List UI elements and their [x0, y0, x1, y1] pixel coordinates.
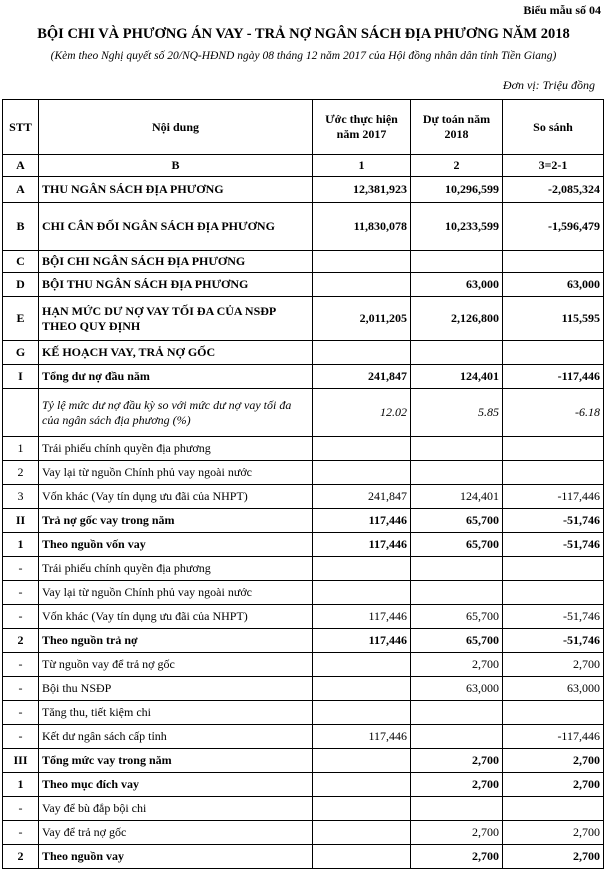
cell-comparison: [503, 797, 604, 821]
cell-stt: -: [3, 677, 39, 701]
cell-comparison: 2,700: [503, 653, 604, 677]
cell-estimate-2017: 12,381,923: [313, 177, 411, 203]
cell-comparison: -117,446: [503, 725, 604, 749]
table-row: [3, 365, 604, 389]
cell-budget-2018: 63,000: [411, 677, 503, 701]
cell-estimate-2017: 117,446: [313, 725, 411, 749]
cell-estimate-2017: 117,446: [313, 533, 411, 557]
cell-budget-2018: 2,126,800: [411, 297, 503, 341]
cell-content: Vay để bù đắp bội chi: [39, 797, 313, 821]
cell-content: Tăng thu, tiết kiệm chi: [39, 701, 313, 725]
header-estimate-2017: Ước thực hiện năm 2017: [313, 100, 411, 155]
cell-estimate-2017: [313, 677, 411, 701]
cell-stt: 2: [3, 461, 39, 485]
cell-estimate-2017: [313, 773, 411, 797]
cell-stt: I: [3, 365, 39, 389]
cell-estimate-2017: [313, 461, 411, 485]
cell-content: Theo mục đích vay: [39, 773, 313, 797]
cell-estimate-2017: 1: [313, 155, 411, 177]
cell-comparison: -51,746: [503, 629, 604, 653]
cell-comparison: [503, 251, 604, 273]
cell-comparison: 2,700: [503, 821, 604, 845]
cell-content: Vay để trả nợ gốc: [39, 821, 313, 845]
cell-estimate-2017: 241,847: [313, 485, 411, 509]
cell-content: B: [39, 155, 313, 177]
cell-budget-2018: 63,000: [411, 273, 503, 297]
cell-content: BỘI CHI NGÂN SÁCH ĐỊA PHƯƠNG: [39, 251, 313, 273]
cell-estimate-2017: [313, 797, 411, 821]
cell-content: Theo nguồn vay: [39, 845, 313, 869]
cell-budget-2018: 65,700: [411, 605, 503, 629]
cell-content: HẠN MỨC DƯ NỢ VAY TỐI ĐA CỦA NSĐP THEO QUY ĐỊNH: [39, 297, 313, 341]
cell-estimate-2017: 12.02: [313, 389, 411, 437]
table-row: [3, 821, 604, 845]
header-stt: STT: [3, 100, 39, 155]
cell-stt: [3, 389, 39, 437]
cell-estimate-2017: 11,830,078: [313, 203, 411, 251]
cell-stt: 2: [3, 845, 39, 869]
cell-comparison: -51,746: [503, 605, 604, 629]
cell-stt: 1: [3, 773, 39, 797]
cell-content: Trả nợ gốc vay trong năm: [39, 509, 313, 533]
cell-content: Vay lại từ nguồn Chính phủ vay ngoài nước: [39, 461, 313, 485]
table-row: [3, 203, 604, 251]
cell-budget-2018: 2,700: [411, 773, 503, 797]
table-row: [3, 485, 604, 509]
cell-budget-2018: 124,401: [411, 365, 503, 389]
cell-comparison: -51,746: [503, 533, 604, 557]
cell-content: Tỷ lệ mức dư nợ đầu kỳ so với mức dư nợ vay tối đa của ngân sách địa phương (%): [39, 389, 313, 437]
cell-estimate-2017: [313, 701, 411, 725]
table-row: [3, 629, 604, 653]
cell-stt: III: [3, 749, 39, 773]
cell-content: Trái phiếu chính quyền địa phương: [39, 437, 313, 461]
table-row: [3, 701, 604, 725]
cell-stt: E: [3, 297, 39, 341]
cell-stt: -: [3, 557, 39, 581]
header-comparison: So sánh: [503, 100, 604, 155]
table-row: [3, 341, 604, 365]
table-row: [3, 461, 604, 485]
cell-stt: 2: [3, 629, 39, 653]
cell-stt: -: [3, 797, 39, 821]
table-row: [3, 155, 604, 177]
cell-budget-2018: 2,700: [411, 653, 503, 677]
cell-budget-2018: 5.85: [411, 389, 503, 437]
cell-estimate-2017: 241,847: [313, 365, 411, 389]
cell-comparison: -1,596,479: [503, 203, 604, 251]
cell-stt: 3: [3, 485, 39, 509]
cell-content: THU NGÂN SÁCH ĐỊA PHƯƠNG: [39, 177, 313, 203]
cell-stt: B: [3, 203, 39, 251]
table-body: [3, 155, 604, 869]
cell-estimate-2017: 117,446: [313, 509, 411, 533]
cell-budget-2018: 10,233,599: [411, 203, 503, 251]
cell-comparison: -6.18: [503, 389, 604, 437]
cell-stt: 1: [3, 437, 39, 461]
cell-estimate-2017: [313, 273, 411, 297]
table-row: [3, 389, 604, 437]
cell-content: Từ nguồn vay để trả nợ gốc: [39, 653, 313, 677]
table-row: [3, 725, 604, 749]
cell-budget-2018: 2: [411, 155, 503, 177]
cell-estimate-2017: [313, 557, 411, 581]
cell-stt: C: [3, 251, 39, 273]
budget-table: [2, 99, 604, 869]
cell-estimate-2017: [313, 437, 411, 461]
table-row: [3, 273, 604, 297]
cell-comparison: 3=2-1: [503, 155, 604, 177]
table-row: [3, 557, 604, 581]
cell-estimate-2017: [313, 821, 411, 845]
cell-stt: II: [3, 509, 39, 533]
cell-estimate-2017: [313, 653, 411, 677]
cell-budget-2018: 124,401: [411, 485, 503, 509]
cell-content: Tổng mức vay trong năm: [39, 749, 313, 773]
cell-content: Theo nguồn trả nợ: [39, 629, 313, 653]
cell-stt: -: [3, 605, 39, 629]
cell-budget-2018: [411, 437, 503, 461]
table-row: [3, 509, 604, 533]
cell-budget-2018: [411, 797, 503, 821]
cell-budget-2018: [411, 701, 503, 725]
table-row: [3, 533, 604, 557]
table-row: [3, 605, 604, 629]
cell-budget-2018: 10,296,599: [411, 177, 503, 203]
cell-budget-2018: [411, 581, 503, 605]
cell-comparison: [503, 701, 604, 725]
cell-stt: G: [3, 341, 39, 365]
table-row: [3, 797, 604, 821]
cell-comparison: [503, 581, 604, 605]
cell-comparison: 63,000: [503, 677, 604, 701]
cell-comparison: [503, 341, 604, 365]
header-content: Nội dung: [39, 100, 313, 155]
cell-content: Theo nguồn vốn vay: [39, 533, 313, 557]
cell-budget-2018: 65,700: [411, 629, 503, 653]
cell-content: Tổng dư nợ đầu năm: [39, 365, 313, 389]
table-row: [3, 653, 604, 677]
cell-budget-2018: [411, 251, 503, 273]
cell-content: BỘI THU NGÂN SÁCH ĐỊA PHƯƠNG: [39, 273, 313, 297]
table-row: [3, 845, 604, 869]
cell-budget-2018: 2,700: [411, 845, 503, 869]
cell-estimate-2017: 117,446: [313, 605, 411, 629]
cell-stt: A: [3, 177, 39, 203]
table-row: [3, 749, 604, 773]
cell-content: CHI CÂN ĐỐI NGÂN SÁCH ĐỊA PHƯƠNG: [39, 203, 313, 251]
cell-comparison: 63,000: [503, 273, 604, 297]
table-row: [3, 297, 604, 341]
page-title: BỘI CHI VÀ PHƯƠNG ÁN VAY - TRẢ NỢ NGÂN SÁCH ĐỊA PHƯƠNG NĂM 2018: [37, 26, 570, 42]
cell-comparison: 2,700: [503, 749, 604, 773]
cell-budget-2018: 2,700: [411, 749, 503, 773]
cell-comparison: 2,700: [503, 773, 604, 797]
cell-comparison: [503, 461, 604, 485]
cell-content: Vay lại từ nguồn Chính phủ vay ngoài nước: [39, 581, 313, 605]
cell-content: Kết dư ngân sách cấp tỉnh: [39, 725, 313, 749]
cell-comparison: [503, 557, 604, 581]
table-row: [3, 251, 604, 273]
cell-comparison: -117,446: [503, 365, 604, 389]
table-row: [3, 177, 604, 203]
cell-stt: -: [3, 821, 39, 845]
cell-content: KẾ HOẠCH VAY, TRẢ NỢ GỐC: [39, 341, 313, 365]
cell-stt: -: [3, 725, 39, 749]
table-row: [3, 677, 604, 701]
cell-budget-2018: 65,700: [411, 509, 503, 533]
table-row: [3, 773, 604, 797]
cell-estimate-2017: [313, 749, 411, 773]
cell-comparison: [503, 437, 604, 461]
table-row: [3, 581, 604, 605]
page-subtitle: (Kèm theo Nghị quyết số 20/NQ-HĐND ngày 08 tháng 12 năm 2017 của Hội đồng nhân dân tỉnh Tiền Giang): [50, 50, 557, 62]
cell-estimate-2017: [313, 251, 411, 273]
unit-label: Đơn vị: Triệu đồng: [502, 78, 595, 92]
cell-content: Vốn khác (Vay tín dụng ưu đãi của NHPT): [39, 485, 313, 509]
cell-stt: A: [3, 155, 39, 177]
table-row: [3, 437, 604, 461]
cell-comparison: -2,085,324: [503, 177, 604, 203]
cell-budget-2018: [411, 557, 503, 581]
cell-comparison: -117,446: [503, 485, 604, 509]
cell-comparison: 115,595: [503, 297, 604, 341]
cell-content: Trái phiếu chính quyền địa phương: [39, 557, 313, 581]
cell-content: Vốn khác (Vay tín dụng ưu đãi của NHPT): [39, 605, 313, 629]
cell-estimate-2017: 117,446: [313, 629, 411, 653]
cell-budget-2018: 2,700: [411, 821, 503, 845]
cell-stt: 1: [3, 533, 39, 557]
cell-budget-2018: [411, 341, 503, 365]
cell-budget-2018: 65,700: [411, 533, 503, 557]
cell-estimate-2017: 2,011,205: [313, 297, 411, 341]
table-header-row: [3, 100, 604, 155]
cell-content: Bội thu NSĐP: [39, 677, 313, 701]
cell-estimate-2017: [313, 581, 411, 605]
cell-estimate-2017: [313, 341, 411, 365]
cell-stt: -: [3, 701, 39, 725]
form-number: Biểu mẫu số 04: [523, 3, 601, 17]
cell-budget-2018: [411, 725, 503, 749]
cell-stt: -: [3, 653, 39, 677]
cell-estimate-2017: [313, 845, 411, 869]
header-budget-2018: Dự toán năm 2018: [411, 100, 503, 155]
cell-stt: D: [3, 273, 39, 297]
cell-comparison: -51,746: [503, 509, 604, 533]
cell-comparison: 2,700: [503, 845, 604, 869]
cell-stt: -: [3, 581, 39, 605]
cell-budget-2018: [411, 461, 503, 485]
